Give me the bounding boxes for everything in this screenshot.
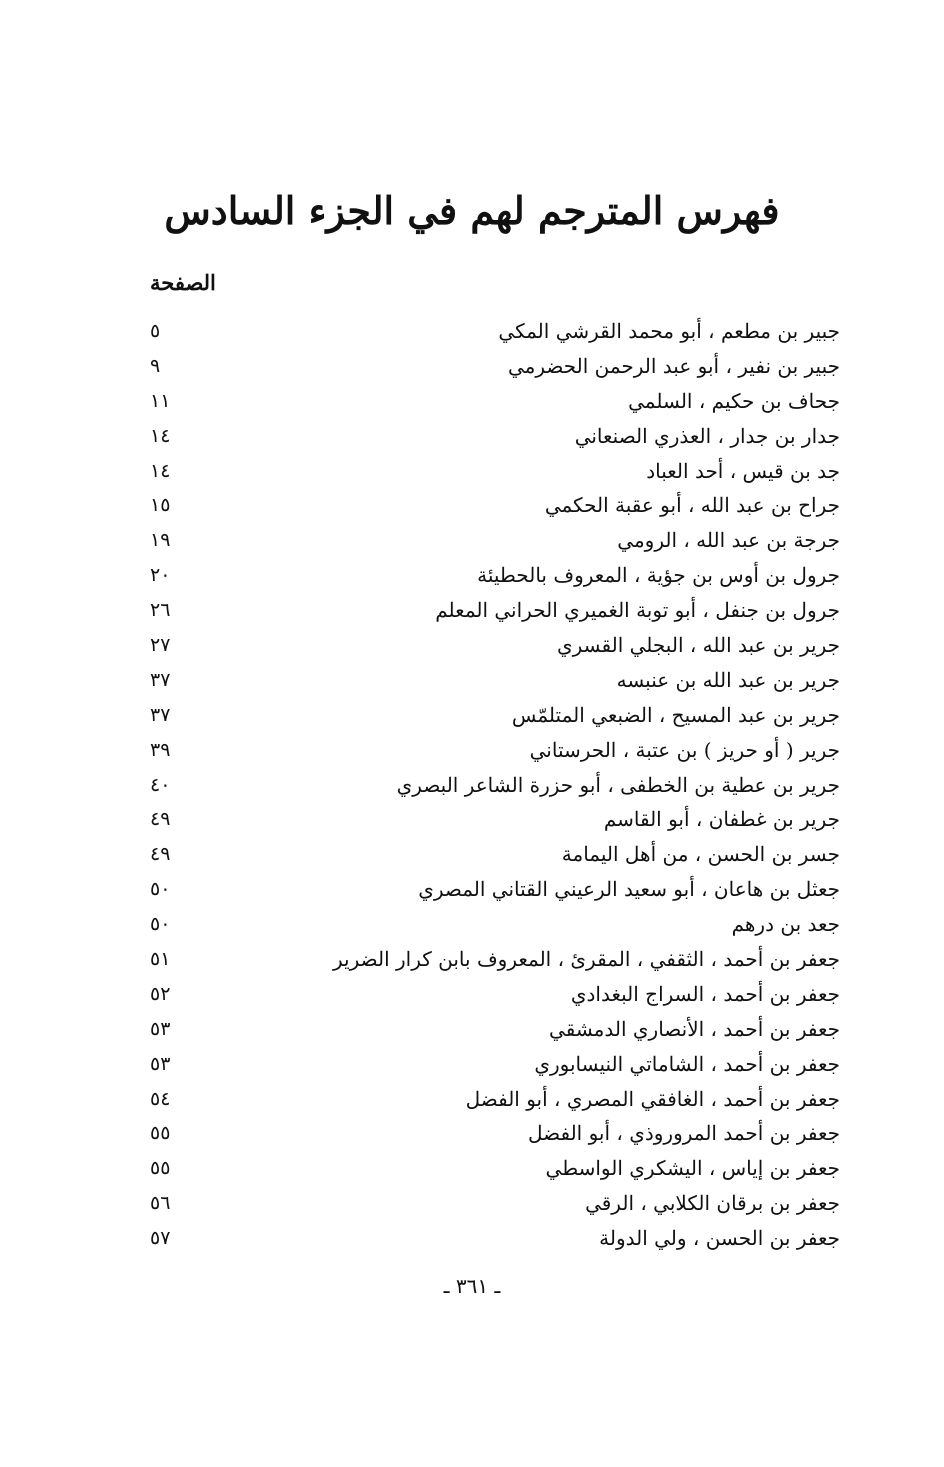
entry-name: جرول بن جنفل ، أبو توبة الغميري الحراني المعلم [435,598,840,623]
index-entry [150,1118,840,1153]
index-entry [150,386,840,421]
entry-name: جرير بن عبد المسيح ، الضبعي المتلمّس [511,702,840,727]
index-entry [150,700,840,735]
entry-name: جد بن قيس ، أحد العباد [646,458,840,483]
index-list [150,316,840,1258]
index-entry [150,665,840,700]
page-number: ـ ٣٦١ ـ [443,1274,501,1298]
index-entry [150,1223,840,1258]
index-entry [150,1049,840,1084]
entry-page-number: ٣٧ [150,703,171,726]
entry-page-number: ٢٠ [150,564,171,587]
entry-page-number: ٤٠ [150,773,171,796]
entry-name: جسر بن الحسن ، من أهل اليمامة [561,842,840,867]
index-entry [150,1153,840,1188]
entry-name: جعفر بن أحمد ، الغافقي المصري ، أبو الفضل [465,1086,840,1111]
entry-name: جرول بن أوس بن جؤية ، المعروف بالحطيئة [477,563,840,588]
entry-name: جرير بن عبد الله بن عنبسه [616,667,840,692]
entry-page-number: ١٤ [150,424,171,447]
entry-page-number: ٥٢ [150,982,171,1005]
entry-page-number: ٥ [150,320,161,342]
entry-name: جعفر بن أحمد ، الثقفي ، المقرئ ، المعروف بابن كرار الضرير [333,947,840,972]
index-entry [150,630,840,665]
entry-page-number: ٥٤ [150,1087,171,1110]
entry-page-number: ٥٠ [150,878,171,901]
entry-page-number: ١٤ [150,459,171,482]
entry-name: جرير بن غطفان ، أبو القاسم [603,807,840,832]
index-entry [150,1084,840,1119]
entry-page-number: ٣٧ [150,668,171,691]
index-entry [150,735,840,770]
entry-page-number: ٩ [150,354,161,377]
entry-page-number: ٥٠ [150,913,171,936]
index-entry [150,351,840,386]
index-entry [150,421,840,456]
index-entry [150,770,840,805]
entry-name: جعفر بن أحمد ، الشاماتي النيسابوري [534,1051,840,1076]
entry-name: جبير بن مطعم ، أبو محمد القرشي المكي [498,319,840,343]
entry-name: جعفر بن برقان الكلابي ، الرقي [585,1191,840,1216]
entry-page-number: ١٥ [150,494,171,517]
entry-name: جعد بن درهم [731,912,840,937]
entry-page-number: ٥٣ [150,1052,171,1075]
index-entry [150,1188,840,1223]
entry-name: جرجة بن عبد الله ، الرومي [617,528,840,553]
index-entry [150,1014,840,1049]
index-entry [150,874,840,909]
entry-page-number: ٥٥ [150,1157,171,1180]
entry-page-number: ٣٩ [150,738,171,761]
index-entry [150,595,840,630]
entry-name: جدار بن جدار ، العذري الصنعاني [574,423,840,448]
page-column-header: الصفحة [150,270,216,295]
entry-name: جعفر بن أحمد المروروذي ، أبو الفضل [527,1121,840,1146]
index-entry [150,560,840,595]
entry-name: جرير بن عطية بن الخطفى ، أبو حزرة الشاعر البصري [396,772,840,797]
entry-page-number: ٥٣ [150,1017,171,1040]
entry-name: جعثل بن هاعان ، أبو سعيد الرعيني القتاني المصري [418,877,840,902]
index-entry [150,909,840,944]
entry-page-number: ٥١ [150,948,171,971]
index-entry [150,316,840,351]
entry-page-number: ١٩ [150,529,171,552]
entry-page-number: ٢٧ [150,634,171,657]
index-entry [150,525,840,560]
entry-name: جعفر بن أحمد ، الأنصاري الدمشقي [549,1016,840,1041]
entry-page-number: ٤٩ [150,843,171,866]
entry-page-number: ٤٩ [150,808,171,831]
entry-page-number: ٥٥ [150,1122,171,1145]
entry-name: جعفر بن أحمد ، السراج البغدادي [570,981,840,1006]
entry-page-number: ٢٦ [150,599,171,622]
index-entry [150,944,840,979]
index-entry [150,490,840,525]
entry-name: جبير بن نفير ، أبو عبد الرحمن الحضرمي [507,353,840,378]
page-title: فهرس المترجم لهم في الجزء السادس [164,188,780,233]
index-entry [150,804,840,839]
entry-name: جراح بن عبد الله ، أبو عقبة الحكمي [544,493,840,518]
entry-name: جرير ( أو حريز ) بن عتبة ، الحرستاني [529,737,840,762]
index-entry [150,456,840,491]
index-entry [150,979,840,1014]
entry-page-number: ٥٦ [150,1192,171,1215]
entry-page-number: ١١ [150,389,171,412]
entry-page-number: ٥٧ [150,1227,171,1250]
entry-name: جرير بن عبد الله ، البجلي القسري [556,633,840,658]
entry-name: جحاف بن حكيم ، السلمي [628,388,840,413]
entry-name: جعفر بن إياس ، اليشكري الواسطي [545,1156,840,1181]
entry-name: جعفر بن الحسن ، ولي الدولة [599,1226,840,1251]
index-entry [150,839,840,874]
